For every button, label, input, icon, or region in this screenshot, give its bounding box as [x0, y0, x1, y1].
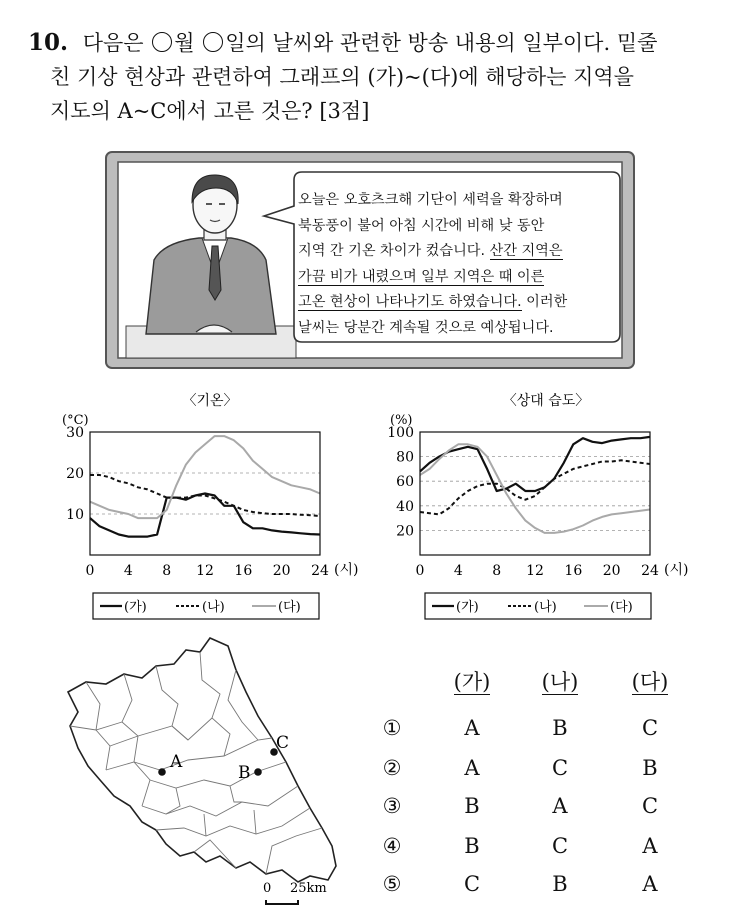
- y-tick-label: 40: [396, 498, 414, 515]
- legend-label-ga: (가): [456, 600, 479, 615]
- question-line2: 친 기상 현상과 관련하여 그래프의 (가)~(다)에 해당하는 지역을: [50, 65, 634, 89]
- blank-circle-icon: [203, 32, 223, 52]
- scale-zero: 0: [263, 881, 272, 896]
- x-tick-label: 4: [123, 563, 133, 579]
- scale-bar: [266, 900, 298, 904]
- underlined-text: 가끔 비가 내렸으며 일부 지역은 때 이른: [298, 268, 545, 285]
- legend-label-na: (나): [534, 600, 557, 615]
- x-tick-label: 24: [641, 563, 659, 579]
- x-tick-label: 12: [526, 563, 544, 579]
- y-tick-label: 10: [66, 507, 84, 523]
- x-tick-label: 12: [196, 563, 214, 579]
- question-number: 10.: [28, 29, 69, 56]
- question-line1-b: 월: [174, 31, 195, 55]
- series-line-solid-black: [420, 437, 650, 491]
- answer-cell: B: [464, 834, 480, 858]
- legend-humidity: [424, 592, 652, 620]
- series-line-dashed-black: [90, 475, 320, 516]
- x-tick-label: 20: [602, 563, 621, 579]
- header-da: [620, 666, 680, 696]
- broadcast-line: [298, 239, 567, 265]
- answer-cell: A: [552, 794, 568, 818]
- legend-temperature: [92, 592, 320, 620]
- y-tick-label: 30: [66, 425, 84, 441]
- x-tick-label: 20: [272, 563, 291, 579]
- answer-cell: B: [642, 756, 658, 780]
- underlined-text: 고온 현상이 나타나기도 하였습니다.: [298, 294, 522, 310]
- humidity-chart: [378, 386, 698, 622]
- blank-circle-icon: [152, 32, 172, 52]
- header-ga-label: (가): [453, 670, 491, 694]
- answer-cell: C: [463, 872, 481, 896]
- answer-cell: C: [641, 716, 659, 740]
- scale-distance: 25km: [290, 881, 327, 896]
- option-number: ③: [382, 794, 402, 818]
- answer-cell: C: [551, 834, 569, 858]
- header-da-label: (다): [631, 670, 669, 694]
- option-number: ④: [382, 834, 402, 858]
- x-tick-label: 8: [162, 563, 172, 579]
- x-tick-label: 0: [85, 563, 95, 579]
- y-tick-label: 60: [396, 474, 414, 491]
- series-line-solid-black: [90, 494, 320, 537]
- broadcast-line-part: 지역 간 기온 차이가 컸습니다.: [298, 243, 490, 259]
- point-a-label: A: [170, 752, 183, 772]
- underlined-text: 산간 지역은: [489, 243, 563, 259]
- series-line-solid-gray: [90, 436, 320, 518]
- y-tick-label: 80: [396, 449, 414, 466]
- point-b-marker: [254, 768, 262, 776]
- legend-label-na: (나): [202, 600, 225, 615]
- series-line-dashed-black: [420, 460, 650, 514]
- answer-table: [380, 666, 710, 916]
- point-c-label: C: [276, 733, 290, 753]
- question-line1-a: 다음은: [82, 31, 144, 55]
- legend-label-da: (다): [278, 600, 301, 615]
- chart-title: 〈기온〉: [182, 393, 238, 409]
- x-tick-label: 24: [311, 563, 329, 579]
- header-na: [530, 666, 590, 696]
- answer-cell: C: [551, 756, 569, 780]
- answer-cell: A: [642, 872, 658, 896]
- header-ga: [442, 666, 502, 696]
- answer-cell: B: [552, 716, 568, 740]
- y-axis-unit: (°C): [62, 413, 89, 428]
- x-tick-label: 0: [415, 563, 425, 579]
- y-tick-label: 20: [396, 523, 414, 540]
- answer-cell: A: [642, 834, 658, 858]
- temperature-chart: [50, 386, 370, 622]
- y-tick-label: 100: [387, 425, 414, 441]
- y-axis-unit: (%): [390, 413, 413, 428]
- option-number: ⑤: [382, 872, 402, 896]
- broadcast-line: [298, 290, 567, 316]
- x-tick-label: 16: [564, 563, 583, 579]
- question-line3: 지도의 A~C에서 고른 것은? [3점]: [50, 99, 370, 123]
- x-tick-label: 8: [492, 563, 502, 579]
- broadcast-line: 오늘은 오호츠크해 기단이 세력을 확장하며: [298, 192, 563, 208]
- series-line-solid-gray: [420, 444, 650, 533]
- y-tick-label: 20: [66, 466, 84, 482]
- answer-cell: C: [641, 794, 659, 818]
- legend-label-da: (다): [610, 600, 633, 615]
- answer-cell: B: [464, 794, 480, 818]
- point-a-marker: [158, 768, 166, 776]
- broadcast-line: [298, 265, 567, 291]
- option-number: ②: [382, 756, 402, 780]
- question-line1-c: 일의 날씨와 관련한 방송 내용의 일부이다. 밑줄: [225, 31, 658, 55]
- answer-cell: A: [464, 716, 480, 740]
- x-tick-label: 16: [234, 563, 253, 579]
- legend-label-ga: (가): [124, 600, 147, 615]
- answer-cell: B: [552, 872, 568, 896]
- broadcast-line: 북동풍이 불어 아침 시간에 비해 낮 동안: [298, 217, 545, 234]
- answer-cell: A: [464, 756, 480, 780]
- header-na-label: (나): [541, 670, 579, 694]
- broadcast-line: 날씨는 당분간 계속될 것으로 예상됩니다.: [298, 319, 554, 336]
- x-axis-unit: (시): [664, 562, 689, 578]
- x-tick-label: 4: [453, 563, 463, 579]
- option-number: ①: [382, 716, 402, 740]
- x-axis-unit: (시): [334, 562, 359, 578]
- region-map: [60, 630, 350, 910]
- point-b-label: B: [238, 763, 251, 783]
- broadcast-text: [298, 188, 567, 341]
- chart-title: 〈상대 습도〉: [502, 393, 590, 409]
- broadcast-line-part: 이러한: [521, 294, 568, 310]
